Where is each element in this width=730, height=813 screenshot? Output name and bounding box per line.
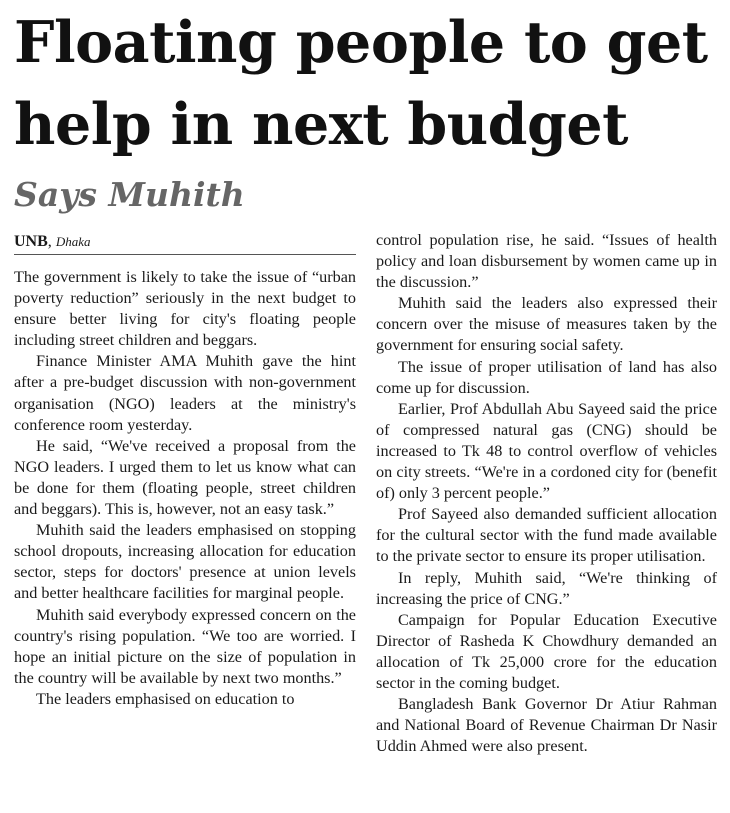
subheadline: Says Muhith bbox=[14, 175, 245, 214]
paragraph: Prof Sayeed also demanded sufficient allocation for the cultural sector with the fund made available to the private sector to ensure its proper utilisation. bbox=[376, 505, 717, 566]
paragraph: Campaign for Popular Education Executive Director of Rasheda K Chowdhury demanded an allocation of Tk 25,000 crore for the education sector in the coming budget. bbox=[376, 610, 717, 692]
paragraph: In reply, Muhith said, “We're thinking of increasing the price of CNG.” bbox=[376, 568, 717, 608]
paragraph: The leaders emphasised on education to bbox=[36, 689, 295, 708]
paragraph: The issue of proper utilisation of land has also come up for discussion. bbox=[376, 357, 717, 397]
headline: Floating people to get help in next budget bbox=[14, 9, 708, 158]
byline bbox=[14, 230, 356, 255]
paragraph: Muhith said the leaders emphasised on stopping school dropouts, increasing allocation for education sector, steps for doctors' presence at union levels and better healthcare facilities for marginal people. bbox=[14, 521, 356, 603]
left-column bbox=[14, 230, 356, 710]
paragraph-continued: control population rise, he said. “Issues of health policy and loan disbursement by women came up in the discussion.” bbox=[376, 231, 717, 292]
byline-agency: UNB bbox=[14, 233, 48, 250]
paragraph: Muhith said everybody expressed concern on the country's rising population. “We too are worried. I hope an initial picture on the size of population in the country will be available by next two months.” bbox=[14, 605, 356, 687]
paragraph: He said, “We've received a proposal from the NGO leaders. I urged them to let us know what can be done for them (floating people, street children and beggars). This is, however, not an easy task.” bbox=[14, 436, 356, 519]
paragraph: Earlier, Prof Abdullah Abu Sayeed said the price of compressed natural gas (CNG) should be increased to Tk 48 to control overflow of vehicles on city streets. “We're in a cordoned city for (benefit of) only 3 percent people.” bbox=[376, 399, 717, 503]
paragraph: Muhith said the leaders also expressed their concern over the misuse of measures taken by the government for ensuring social safety. bbox=[376, 294, 717, 355]
byline-place: Dhaka bbox=[55, 234, 91, 249]
right-column bbox=[376, 230, 717, 757]
paragraph: The government is likely to take the issue of “urban poverty reduction” seriously in the next budget to ensure better living for city's floating people including street children and beggars. bbox=[14, 268, 356, 350]
paragraph: Bangladesh Bank Governor Dr Atiur Rahman and National Board of Revenue Chairman Dr Nasir Uddin Ahmed were also present. bbox=[376, 695, 717, 756]
paragraph: Finance Minister AMA Muhith gave the hint after a pre-budget discussion with non-government organisation (NGO) leaders at the ministry's conference room yesterday. bbox=[14, 352, 356, 434]
byline-separator: , bbox=[47, 232, 56, 250]
